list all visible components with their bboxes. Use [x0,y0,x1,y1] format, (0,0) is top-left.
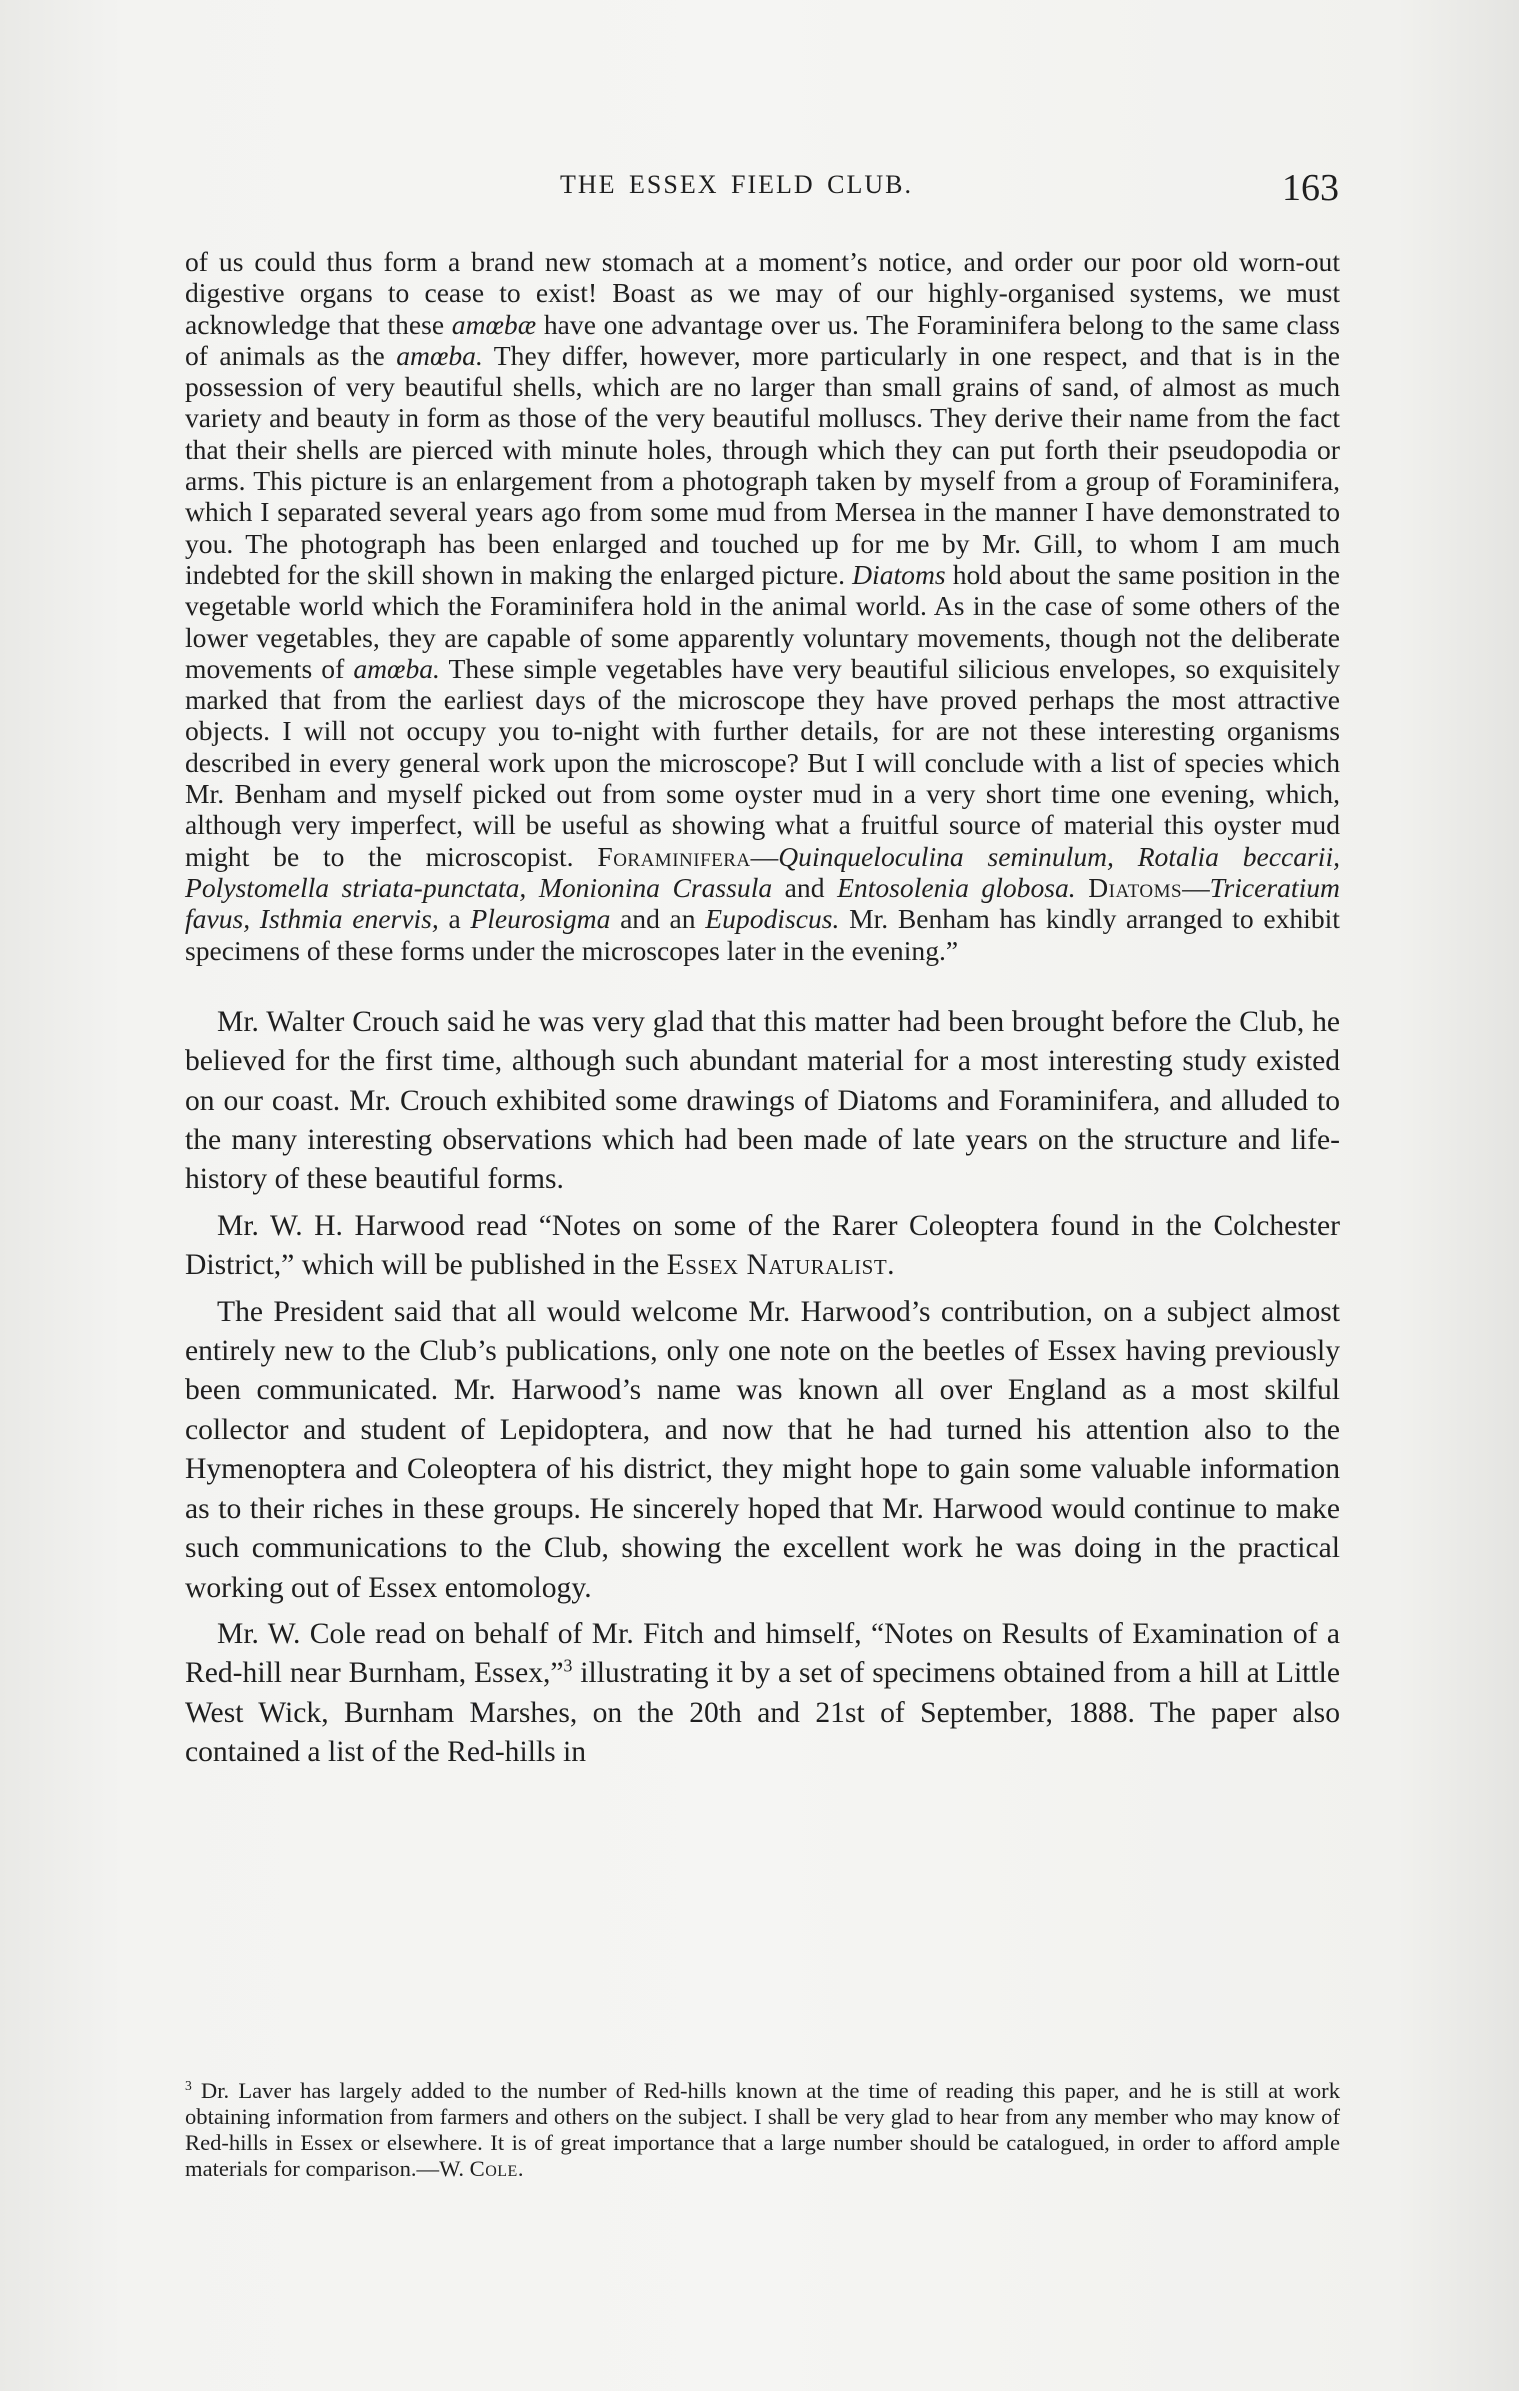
quote-text: These simple vegetables have very beautiful silicious envelopes, so exquisitely marked that from the earliest days of the microscope they have proved perhaps the most attractive objects. I will not occupy you to-night with further details, for are not these interesting organisms described in every general work upon the microscope? But I will conclude with a list of species which Mr. Benham and myself picked out from some oyster mud in a very short time one evening, which, although very imperfect, will be useful as showing what a fruitful source of material this oyster mud might be to the microscopist. [185,652,1341,872]
quote-italic-term: amœba. [396,339,483,371]
footnote-reference: 3 [563,1655,573,1676]
species-name: Pleurosigma [470,903,611,935]
body-text [185,246,1340,1780]
footnote-text: . [517,2156,524,2181]
paragraph-president: The President said that all would welcome Mr. Harwood’s contribution, on a subject almost entirely new to the Club’s publications, only one note on the beetles of Essex having previously been communicated. Mr. Harwood’s name was known all over England as a most skilful collector and student of Lepidoptera, and now that he had turned his attention also to the Hymenoptera and Coleoptera of his district, they might hope to gain some valuable information as to their riches in these groups. He sincerely hoped that Mr. Harwood would continue to make such communications to the Club, showing the excellent work he was doing in the practical working out of Essex entomology. [185,1295,1340,1604]
quote-text [1076,872,1089,903]
page-number: 163 [1282,167,1339,209]
quote-text: — [750,840,779,872]
running-title: THE ESSEX FIELD CLUB. [560,170,913,199]
footnote-marker: 3 [185,2077,192,2093]
paragraph-harwood [185,1207,1340,1286]
journal-title: Essex Naturalist [666,1249,888,1282]
quote-text: Mr. Benham has kindly arranged to exhibit specimens of these forms under the microscopes later in the evening.” [185,903,1340,966]
quote-italic-term: Diatoms [852,558,946,590]
quote-text: a [438,903,471,935]
quote-text: hold about the same position in the vegetable world which the Foraminifera hold in the animal world. As in the case of some others of the lower vegetables, they are capable of some apparently voluntary movements, though not the deliberate movements of [185,558,1340,684]
quote-text: — [1182,871,1210,903]
quote-text: They differ, however, more particularly in one respect, and that is in the possession of very beautiful shells, which are no larger than small grains of sand, of almost as much variety and beauty in form as those of the very beautiful molluscs. They derive their name from the fact that their shells are pierced with minute holes, through which they can put forth their pseudopodia or arms. This picture is an enlargement from a photograph taken by myself from a group of Foraminifera, which I separated several years ago from some mud from Mersea in the manner I have demonstrated to you. The photograph has been enlarged and touched up for me by Mr. Gill, to whom I am much indebted for the skill shown in making the enlarged picture. [185,339,1340,590]
paragraph-text: illustrating it by a set of specimens obtained from a hill at Little West Wick, Burnham Marshes, on the 20th and 21st of September, 1888. The paper also contained a list of the Red-hills in [185,1657,1340,1769]
quoted-address-paragraph [185,246,1340,966]
footnote-text: Dr. Laver has largely added to the number of Red-hills known at the time of reading this paper, and he is still at work obtaining information from farmers and others on the subject. I shall be very glad to hear from any member who may know of Red-hills in Essex or elsewhere. It is of great importance that a large number should be catalogued, in order to afford ample materials for comparison.—W. [185,2078,1340,2181]
quote-italic-term: amœbæ [451,308,537,340]
paragraph-text: Mr. W. H. Harwood read “Notes on some of the Rarer Coleoptera found in the Colchester District,” which will be published in the [185,1209,1340,1282]
paragraph-text: Mr. W. Cole read on behalf of Mr. Fitch and himself, “Notes on Results of Examination of a Red-hill near Burnham, Essex,” [185,1617,1340,1690]
paragraph-text: . [887,1249,895,1282]
quote-text: and an [610,903,706,935]
quote-smallcaps-heading: Foraminifera [597,840,751,872]
species-list-diatoms: Triceratium favus, Isthmia enervis, [185,871,1340,935]
quote-smallcaps-heading: Diatoms [1088,871,1183,903]
species-name: Entosolenia globosa. [837,871,1076,903]
species-name: Eupodiscus. [705,903,840,935]
quote-italic-term: amœba. [353,652,440,684]
footnote-author: Cole [469,2156,518,2181]
species-list-foraminifera: Quinqueloculina seminulum, Rotalia beccarii, Polystomella striata-punctata, Monionina Crassula [185,840,1341,903]
quote-text: and [772,871,838,903]
paragraph-crouch: Mr. Walter Crouch said he was very glad that this matter had been brought before the Club, he believed for the first time, although such abundant material for a most interesting study existed on our coast. Mr. Crouch exhibited some drawings of Diatoms and Foraminifera, and alluded to the many interesting observations which had been made of late years on the structure and life-history of these beautiful forms. [185,1005,1340,1196]
quote-text: of us could thus form a brand new stomach at a moment’s notice, and order our poor old worn-out digestive organs to cease to exist! Boast as we may of our highly-organised systems, we must acknowledge that these [185,246,1340,340]
quote-text: have one advantage over us. The Foraminifera belong to the same class of animals as the [185,308,1341,371]
footnote [185,2078,1340,2182]
paragraph-cole [185,1615,1340,1773]
